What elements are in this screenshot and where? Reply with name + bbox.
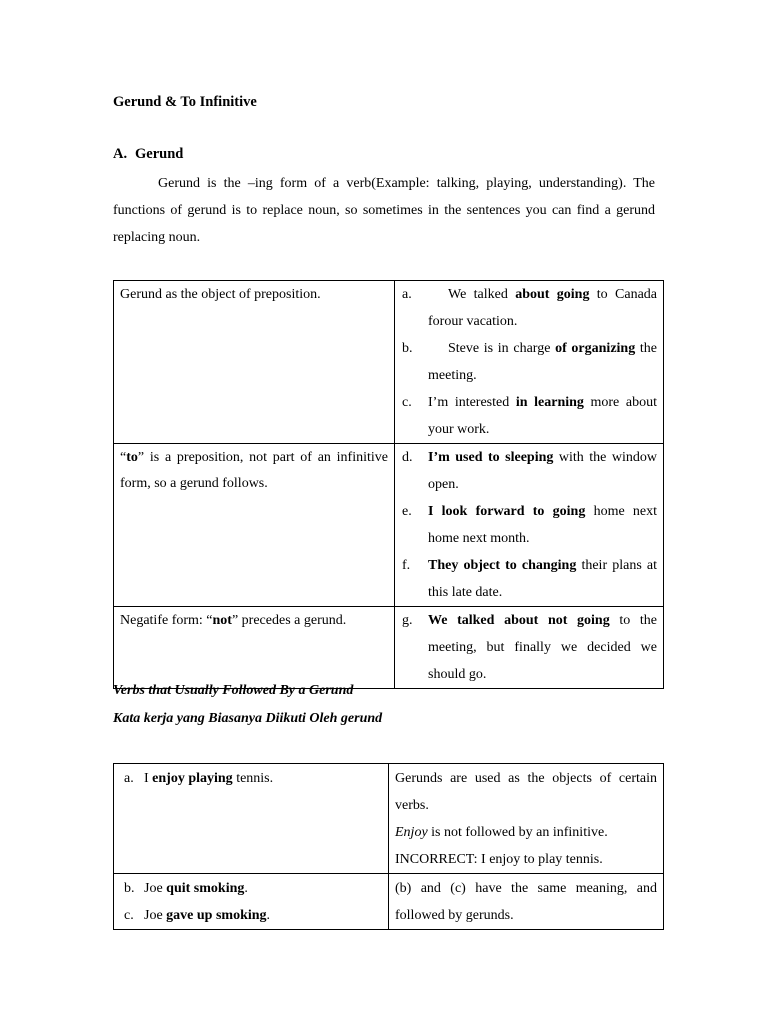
explanation-line <box>395 819 657 846</box>
example-text: I <box>144 771 153 786</box>
section-a-title: Gerund <box>135 146 184 162</box>
example-c <box>120 902 382 929</box>
rule-bold: not <box>212 613 232 628</box>
explanation-text: is not followed by an infinitive. <box>427 825 608 840</box>
example-cell <box>114 874 389 930</box>
table-row <box>114 281 664 444</box>
example-f <box>401 552 657 606</box>
example-bold: enjoy playing <box>152 771 233 786</box>
explanation-italic: Enjoy <box>395 825 428 840</box>
gerund-usage-table <box>113 280 664 689</box>
explanation-cell <box>389 764 664 874</box>
rule-text: ” precedes a gerund. <box>231 613 347 628</box>
example-bold: I look forward to going <box>428 504 586 519</box>
example-label: b. <box>124 881 135 896</box>
example-bold: quit smoking <box>166 881 245 896</box>
example-a <box>401 281 657 335</box>
rule-text: Negatife form: “ <box>120 613 213 628</box>
example-label: c. <box>124 908 134 923</box>
table-row <box>114 444 664 607</box>
examples-cell <box>395 281 664 444</box>
example-text: the meeting. <box>428 341 657 383</box>
rule-bold: to <box>126 450 138 465</box>
section-a-heading <box>113 146 183 163</box>
example-text: We talked <box>448 287 516 302</box>
example-text: . <box>244 881 248 896</box>
subheading-indonesian: Kata kerja yang Biasanya Diikuti Oleh gerund <box>113 711 383 726</box>
examples-cell <box>395 444 664 607</box>
section-a-number: A. <box>113 146 128 162</box>
explanation-line: INCORRECT: I enjoy to play tennis. <box>395 852 603 867</box>
example-label: e. <box>402 504 412 519</box>
example-g <box>401 607 657 688</box>
example-label: g. <box>402 613 413 628</box>
example-bold: gave up smoking <box>166 908 267 923</box>
example-text: Joe <box>144 908 167 923</box>
example-text: Joe <box>144 881 167 896</box>
example-bold: I’m used to sleeping <box>428 450 554 465</box>
example-label: d. <box>402 450 413 465</box>
example-bold: about going <box>515 287 590 302</box>
example-text: tennis. <box>232 771 274 786</box>
example-text: to Canada forour vacation. <box>428 287 657 329</box>
example-bold: in learning <box>515 395 584 410</box>
example-bold: We talked about not going <box>428 613 610 628</box>
example-label: a. <box>124 771 134 786</box>
rule-text: ” is a preposition, not part of an infinitive form, so a gerund follows. <box>120 450 388 491</box>
gerund-verbs-table <box>113 763 664 930</box>
example-text: more about your work. <box>428 395 657 437</box>
table-row <box>114 607 664 689</box>
document-title: Gerund & To Infinitive <box>113 94 257 110</box>
rule-text: “ <box>120 450 127 465</box>
example-bold: of organizing <box>555 341 636 356</box>
rule-cell <box>114 444 395 607</box>
rule-text: Gerund as the object of preposition. <box>120 287 321 302</box>
example-d <box>401 444 657 498</box>
example-label: f. <box>402 558 411 573</box>
rule-cell <box>114 281 395 444</box>
examples-cell <box>395 607 664 689</box>
example-text: home next home next month. <box>428 504 657 546</box>
example-text: to the meeting, but finally we decided we should go. <box>428 613 657 682</box>
example-cell <box>114 764 389 874</box>
example-e <box>401 498 657 552</box>
table-row <box>114 874 664 930</box>
example-bold: They object to changing <box>428 558 577 573</box>
explanation-text: (b) and (c) have the same meaning, and followed by gerunds. <box>395 881 657 923</box>
example-text: I’m interested <box>428 395 516 410</box>
subheading-english: Verbs that Usually Followed By a Gerund <box>113 683 354 698</box>
example-label: b. <box>402 341 413 356</box>
example-label: a. <box>402 287 412 302</box>
example-b <box>401 335 657 389</box>
example-label: c. <box>402 395 412 410</box>
table-row <box>114 764 664 874</box>
example-b <box>120 875 382 902</box>
example-c <box>401 389 657 443</box>
example-text: with the window open. <box>428 450 657 492</box>
rule-cell <box>114 607 395 689</box>
example-text: Steve is in charge <box>448 341 556 356</box>
explanation-cell <box>389 874 664 930</box>
intro-paragraph: Gerund is the –ing form of a verb(Example: talking, playing, understanding). The functions of gerund is to replace noun, so sometimes in the sentences you can find a gerund replacing noun. <box>113 176 655 245</box>
explanation-line: Gerunds are used as the objects of certain verbs. <box>395 771 657 813</box>
example-text: their plans at this late date. <box>428 558 657 600</box>
example-text: . <box>266 908 271 923</box>
